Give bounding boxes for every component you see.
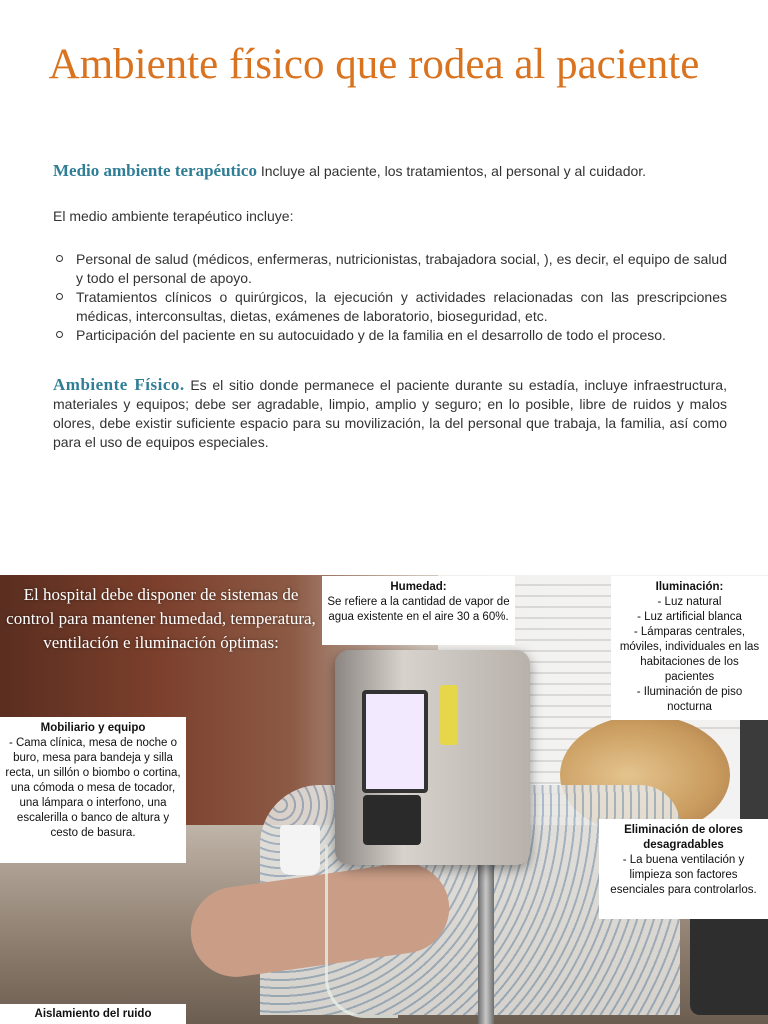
intro-paragraph [53, 161, 733, 181]
bullet-icon [56, 331, 63, 338]
page-title: Ambiente físico que rodea al paciente [48, 41, 700, 88]
physical-paragraph [53, 375, 727, 452]
list-item [53, 326, 727, 345]
physical-heading: Ambiente Físico. [53, 375, 185, 394]
list-intro: El medio ambiente terapéutico incluye: [53, 208, 294, 224]
list-item-text: Personal de salud (médicos, enfermeras, nutricionistas, trabajadora social, ), es decir, el equipo de salud y todo el personal de apoyo. [76, 251, 727, 286]
lighting-title: Iluminación: [655, 581, 724, 593]
cup [280, 825, 320, 875]
list-item-text: Participación del paciente en su autocuidado y de la familia en el desarrollo de todo el proceso. [76, 327, 666, 343]
pump-label [440, 685, 458, 745]
list-item [53, 288, 727, 326]
odor-title: Eliminación de olores desagradables [624, 824, 743, 851]
odor-text: - La buena ventilación y limpieza son factores esenciales para controlarlos. [610, 854, 757, 896]
therapeutic-list [53, 250, 727, 345]
lighting-line: - Luz natural [657, 596, 722, 608]
list-item-text: Tratamientos clínicos o quirúrgicos, la ejecución y actividades relacionadas con las prescripciones médicas, interconsultas, dietas, exámenes de laboratorio, bioseguridad, etc. [76, 289, 727, 324]
humidity-box [322, 576, 515, 645]
physical-text: Es el sitio donde permanece el paciente durante su estadía, incluye infraestructura, materiales y equipos; debe ser agradable, limpio, amplio y seguro; en lo posible, libre de ruidos y malos olores, debe existir suficiente espacio para su movilización, la del personal que trabaja, la familia, así como para el uso de equipos especiales. [53, 377, 727, 450]
list-item [53, 250, 727, 288]
infographic-overlay-text: El hospital debe disponer de sistemas de control para mantener humedad, temperatura, ventilación e iluminación óptimas: [6, 585, 316, 652]
furniture-box [0, 717, 186, 863]
furniture-title: Mobiliario y equipo [40, 722, 146, 734]
noise-title: Aislamiento del ruido [34, 1008, 152, 1020]
furniture-text: - Cama clínica, mesa de noche o buro, mesa para bandeja y silla recta, un sillón o biombo o cortina, una cómoda o mesa de tocador, una lámpara o interfono, una escalerilla o banco de altura y cesto de basura. [5, 737, 181, 839]
lighting-line: - Iluminación de piso nocturna [636, 686, 743, 713]
lighting-box [611, 576, 768, 720]
lighting-line: - Luz artificial blanca [637, 611, 742, 623]
odor-box [599, 819, 768, 919]
bullet-icon [56, 293, 63, 300]
noise-box [0, 1004, 186, 1024]
bullet-icon [56, 255, 63, 262]
humidity-text: Se refiere a la cantidad de vapor de agua existente en el aire 30 a 60%. [327, 596, 510, 623]
pump-screen [362, 690, 428, 793]
bed-control-panel [690, 905, 768, 1015]
humidity-title: Humedad: [390, 581, 447, 593]
lighting-line: - Lámparas centrales, móviles, individuales en las habitaciones de los pacientes [619, 626, 760, 683]
pump-keypad [363, 795, 421, 845]
intro-text: Incluye al paciente, los tratamientos, al personal y al cuidador. [256, 163, 647, 179]
iv-tube [325, 845, 398, 1018]
intro-heading: Medio ambiente terapéutico [53, 161, 257, 180]
